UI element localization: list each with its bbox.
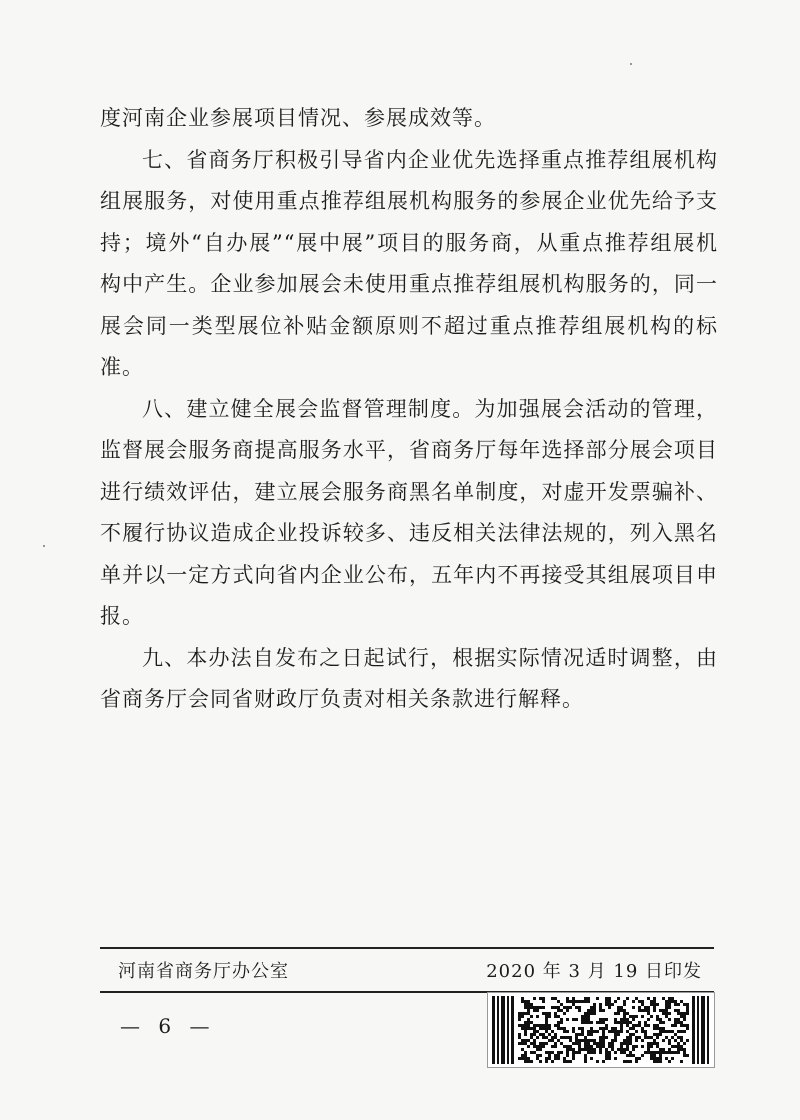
scan-speck bbox=[43, 545, 45, 547]
paragraph-article-9: 九、本办法自发布之日起试行，根据实际情况适时调整，由省商务厅会同省财政厅负责对相关条款进行解释。 bbox=[100, 645, 718, 711]
issuer-name: 河南省商务厅办公室 bbox=[118, 961, 289, 982]
paragraph-continuation: 度河南企业参展项目情况、参展成效等。 bbox=[100, 106, 496, 130]
issue-date: 2020 年 3 月 19 日印发 bbox=[486, 961, 702, 982]
document-body bbox=[100, 98, 718, 721]
paragraph-article-7: 七、省商务厅积极引导省内企业优先选择重点推荐组展机构组展服务，对使用重点推荐组展机构服务的参展企业优先给予支持；境外“自办展”“展中展”项目的服务商，从重点推荐组展机构中产生。企业参加展会未使用重点推荐组展机构服务的，同一展会同一类型展位补贴金额原则不超过重点推荐组展机构的标准。 bbox=[100, 147, 718, 379]
barcode-graphic bbox=[488, 993, 714, 1067]
scan-speck bbox=[630, 63, 632, 65]
page-number: — 6 — bbox=[120, 1014, 216, 1038]
barcode-image bbox=[487, 992, 715, 1068]
paragraph-article-8: 八、建立健全展会监督管理制度。为加强展会活动的管理，监督展会服务商提高服务水平，省商务厅每年选择部分展会项目进行绩效评估，建立展会服务商黑名单制度，对虚开发票骗补、不履行协议造成企业投诉较多、违反相关法律法规的，列入黑名单并以一定方式向省内企业公布，五年内不再接受其组展项目申报。 bbox=[100, 396, 718, 628]
issuance-footer bbox=[100, 947, 714, 993]
